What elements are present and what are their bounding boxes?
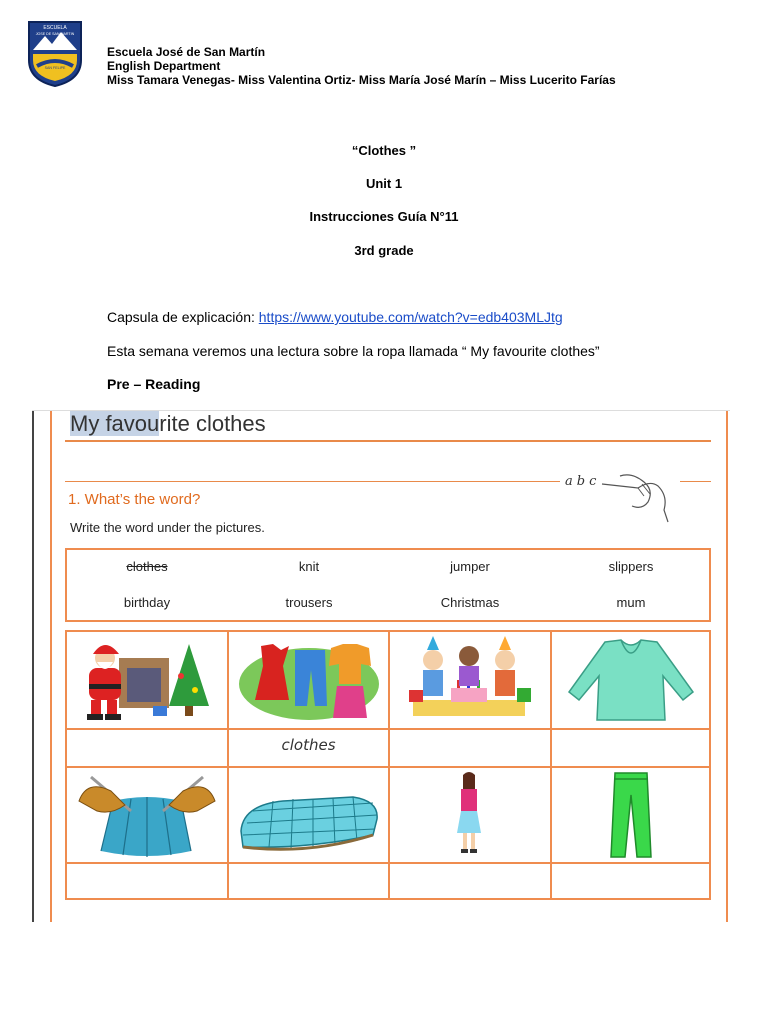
- answer-example: clothes: [281, 736, 336, 754]
- school-name: Escuela José de San Martín: [107, 45, 266, 59]
- word-item: slippers: [608, 559, 654, 574]
- trousers-picture: [555, 771, 707, 859]
- word-item: birthday: [123, 595, 171, 610]
- svg-text:SAN FELIPE: SAN FELIPE: [44, 66, 66, 70]
- teachers-list: Miss Tamara Venegas- Miss Valentina Ortiz- Miss María José Marín – Miss Lucerito Farías: [107, 73, 616, 87]
- section-rule-right: [680, 481, 711, 482]
- youtube-link[interactable]: https://www.youtube.com/watch?v=edb403MLJtg: [258, 309, 563, 325]
- birthday-party-picture: [393, 636, 545, 724]
- school-header: [107, 45, 616, 87]
- mum-picture: [393, 771, 545, 859]
- clothes-picture: [233, 636, 385, 724]
- capsule-label: Capsula de explicación:: [107, 309, 259, 325]
- week-text: Esta semana veremos una lectura sobre la ropa llamada “ My favourite clothes”: [107, 343, 600, 359]
- section-rule-left: [65, 481, 560, 482]
- writing-hand-icon: [598, 466, 672, 524]
- topic-title: “Clothes ”: [351, 143, 417, 158]
- title-rule: [65, 440, 711, 442]
- word-item: knit: [298, 559, 320, 574]
- grade-title: 3rd grade: [354, 243, 414, 258]
- department-name: English Department: [107, 59, 221, 73]
- slippers-picture: [233, 771, 385, 859]
- capsule-line: [107, 309, 563, 325]
- jumper-picture: [555, 636, 707, 724]
- svg-text:JOSE DE SAN MARTIN: JOSE DE SAN MARTIN: [35, 32, 75, 36]
- pre-reading-heading: Pre – Reading: [107, 376, 201, 392]
- unit-title: Unit 1: [365, 176, 403, 191]
- word-bank: [65, 548, 711, 622]
- section-title: 1. What’s the word?: [68, 491, 201, 508]
- abc-label: abc: [565, 474, 601, 489]
- santa-christmas-picture: [71, 636, 223, 724]
- word-item: mum: [616, 595, 646, 610]
- worksheet-title: My favourite clothes: [70, 411, 266, 436]
- svg-text:ESCUELA: ESCUELA: [43, 25, 67, 31]
- instruction-text: Write the word under the pictures.: [70, 520, 265, 535]
- word-item: jumper: [450, 559, 490, 574]
- picture-grid: [65, 630, 711, 900]
- word-item: Christmas: [440, 595, 500, 610]
- school-logo: [25, 20, 85, 88]
- knitting-picture: [71, 771, 223, 859]
- guide-title: Instrucciones Guía N°11: [309, 209, 459, 224]
- word-item: clothes: [126, 559, 168, 574]
- word-item: trousers: [285, 595, 333, 610]
